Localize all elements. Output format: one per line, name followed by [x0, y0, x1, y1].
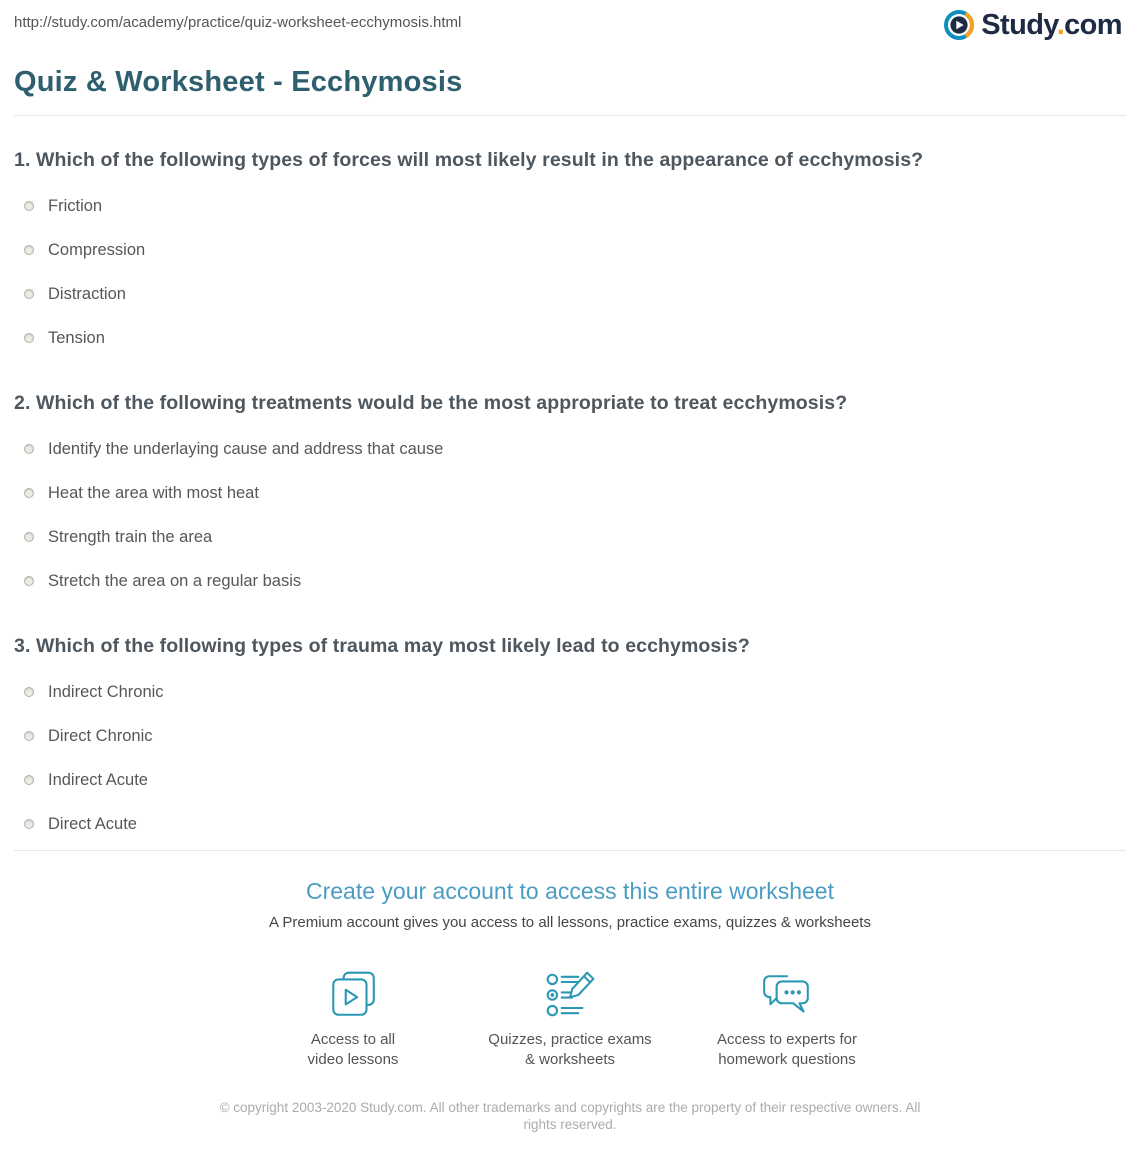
- cta-heading: Create your account to access this entire worksheet: [306, 878, 834, 904]
- feature-label: Access to all video lessons: [307, 1031, 399, 1068]
- cta-subheading: A Premium account gives you access to all lessons, practice exams, quizzes & worksheets: [269, 914, 871, 931]
- radio-button[interactable]: [24, 819, 34, 829]
- quiz-body: [0, 149, 1140, 834]
- cta-section: [0, 878, 1140, 1070]
- answer-option[interactable]: [14, 571, 1126, 591]
- answer-option[interactable]: [14, 726, 1126, 746]
- answer-option[interactable]: [14, 284, 1126, 304]
- quizzes-worksheets-icon: [543, 971, 597, 1019]
- question-heading: 3. Which of the following types of trauma may most likely lead to ecchymosis?: [14, 635, 750, 657]
- answer-option-label: Strength train the area: [48, 527, 213, 546]
- answer-option-label: Indirect Chronic: [48, 682, 164, 701]
- radio-button[interactable]: [24, 576, 34, 586]
- question-heading: 2. Which of the following treatments would be the most appropriate to treat ecchymosis?: [14, 392, 848, 414]
- answer-option-label: Indirect Acute: [48, 770, 148, 789]
- radio-button[interactable]: [24, 201, 34, 211]
- question-1: [14, 149, 1126, 348]
- feature-label: Quizzes, practice exams & worksheets: [488, 1031, 652, 1068]
- studycom-logo-icon: [944, 10, 974, 40]
- radio-button[interactable]: [24, 333, 34, 343]
- answer-option[interactable]: [14, 439, 1126, 459]
- answer-option-label: Tension: [48, 328, 105, 347]
- feature-expert-help: [679, 967, 896, 1070]
- answer-option-label: Distraction: [48, 284, 126, 303]
- studycom-logo[interactable]: [944, 10, 1122, 40]
- feature-label: Access to experts for homework questions: [716, 1031, 858, 1068]
- page-header: [0, 0, 1140, 40]
- answer-option-label: Identify the underlaying cause and address that cause: [48, 439, 444, 458]
- answer-option[interactable]: [14, 527, 1126, 547]
- radio-button[interactable]: [24, 444, 34, 454]
- answer-option[interactable]: [14, 328, 1126, 348]
- cta-divider: [14, 850, 1126, 851]
- answer-option[interactable]: [14, 770, 1126, 790]
- studycom-logo-text: Study.com: [981, 8, 1122, 41]
- answer-option[interactable]: [14, 483, 1126, 503]
- page-url: http://study.com/academy/practice/quiz-worksheet-ecchymosis.html: [14, 14, 462, 31]
- answer-option[interactable]: [14, 196, 1126, 216]
- answer-option-label: Direct Chronic: [48, 726, 153, 745]
- answer-option-label: Direct Acute: [48, 814, 137, 833]
- radio-button[interactable]: [24, 245, 34, 255]
- answer-option-label: Stretch the area on a regular basis: [48, 571, 302, 590]
- question-3: [14, 635, 1126, 834]
- radio-button[interactable]: [24, 687, 34, 697]
- copyright-text: © copyright 2003-2020 Study.com. All other trademarks and copyrights are the property of their respective owners. All rights reserved.: [219, 1100, 921, 1132]
- answer-option[interactable]: [14, 814, 1126, 834]
- answer-option-label: Heat the area with most heat: [48, 483, 259, 502]
- question-2: [14, 392, 1126, 591]
- feature-video-lessons: [245, 967, 462, 1070]
- expert-chat-icon: [760, 973, 814, 1019]
- answer-option-label: Compression: [48, 240, 146, 259]
- answer-option-label: Friction: [48, 196, 103, 215]
- video-lessons-icon: [326, 971, 380, 1019]
- answer-option[interactable]: [14, 682, 1126, 702]
- radio-button[interactable]: [24, 532, 34, 542]
- page-title: Quiz & Worksheet - Ecchymosis: [14, 66, 463, 98]
- features-row: [0, 967, 1140, 1070]
- radio-button[interactable]: [24, 488, 34, 498]
- radio-button[interactable]: [24, 731, 34, 741]
- feature-quizzes-worksheets: [462, 967, 679, 1070]
- page-footer: [0, 1099, 1140, 1133]
- question-heading: 1. Which of the following types of forces will most likely result in the appearance of ecchymosis?: [14, 149, 924, 171]
- radio-button[interactable]: [24, 775, 34, 785]
- title-divider: [14, 115, 1126, 116]
- radio-button[interactable]: [24, 289, 34, 299]
- answer-option[interactable]: [14, 240, 1126, 260]
